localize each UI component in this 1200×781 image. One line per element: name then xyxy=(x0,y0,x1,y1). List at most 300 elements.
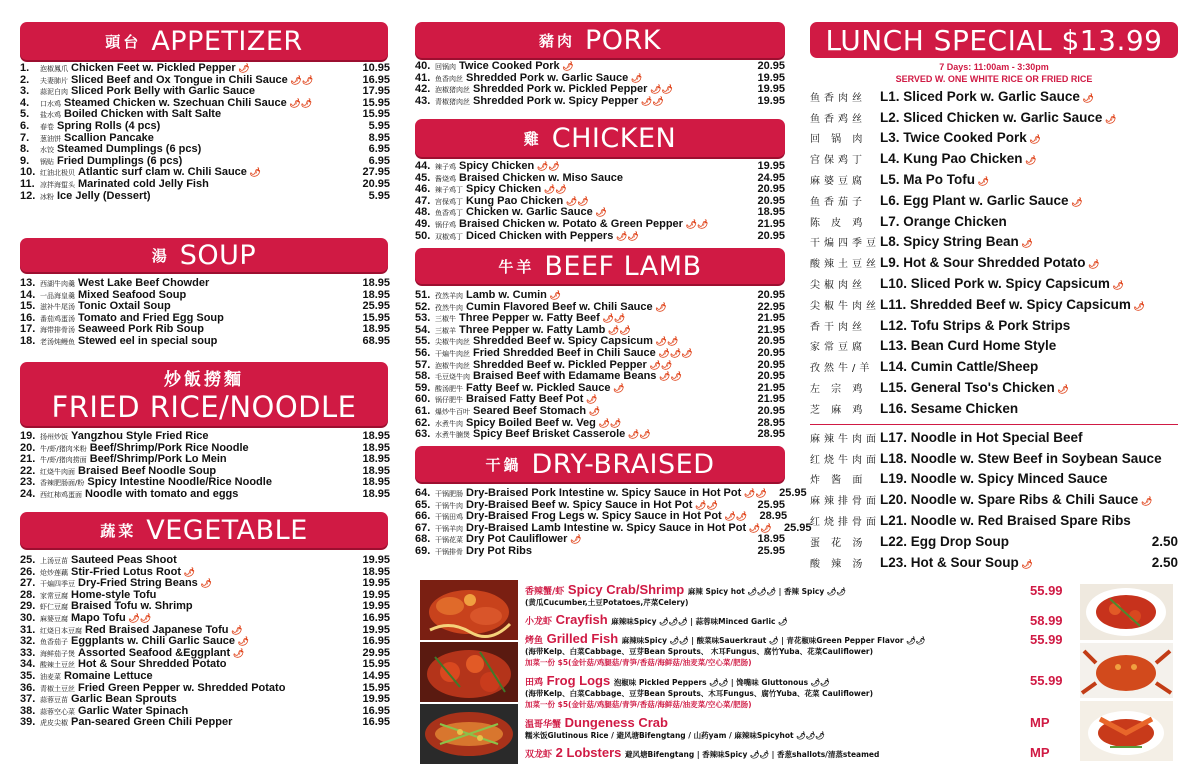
pork-title: PORK xyxy=(585,24,661,56)
special-tag: 泡椒味 Pickled Peppers 🌶🌶 | 馋嘴味 Gluttonous 🌶🌶 xyxy=(613,678,830,687)
item-price: 15.95 xyxy=(362,681,390,694)
special-price: 55.99 xyxy=(1030,583,1063,598)
item-cn-name: 辣子鸡 xyxy=(435,163,456,171)
chili-pepper-icon: 🌶 xyxy=(1026,134,1041,145)
item-price: 18.95 xyxy=(362,323,390,336)
item-en-name: Fried Dumplings (6 pcs) xyxy=(57,154,183,167)
item-number: 55. xyxy=(415,335,431,348)
item-number: 64. xyxy=(415,487,431,499)
lunch-en-name: L23. Hot & Sour Soup xyxy=(880,554,1019,570)
special-grilled-fish xyxy=(525,631,1065,668)
item-cn-name: 毛豆烧牛肉 xyxy=(435,373,470,382)
vegetable-banner xyxy=(20,512,388,548)
item-cn-name: 油麦菜 xyxy=(40,672,61,681)
item-en-name: Stir-Fried Lotus Root xyxy=(71,565,181,578)
item-en-name: Assorted Seafood &Eggplant xyxy=(78,646,231,659)
item-name xyxy=(40,717,350,730)
item-en-name: Beef/Shrimp/Pork Lo Mein xyxy=(89,453,227,466)
item-price: 20.95 xyxy=(757,194,785,207)
item-price: 21.95 xyxy=(757,323,785,336)
chili-pepper-icon: 🌶🌶 xyxy=(638,95,664,106)
chili-pepper-icon: 🌶 xyxy=(197,578,212,589)
lobster-photo xyxy=(1080,701,1173,761)
item-number: 1. xyxy=(20,62,30,74)
item-number: 28. xyxy=(20,588,36,601)
item-cn-name: 水饺 xyxy=(40,146,54,155)
item-cn-name: 冰粉 xyxy=(40,192,54,201)
lunch-item xyxy=(810,377,1178,398)
menu-item xyxy=(20,489,390,501)
special-price: 58.99 xyxy=(1030,613,1063,628)
item-number: 32. xyxy=(20,635,36,648)
chili-pepper-icon: 🌶 xyxy=(652,301,667,312)
lunch-en-name: L5. Ma Po Tofu xyxy=(880,172,975,188)
lunch-en-name: L11. Shredded Beef w. Spicy Capsicum xyxy=(880,296,1131,312)
lunch-cn-name: 红烧排骨面 xyxy=(810,517,880,529)
item-cn-name: 凉拌海蜇头 xyxy=(40,180,75,189)
item-price: 20.95 xyxy=(757,229,785,242)
item-en-name: Dry-Fried String Beans xyxy=(78,577,198,590)
lunch-item xyxy=(810,273,1178,294)
item-cn-name: 双椒鸡丁 xyxy=(435,232,463,241)
item-en-name: Spicy Chicken xyxy=(459,160,535,172)
lunch-name xyxy=(880,151,1138,166)
lunch-item xyxy=(810,336,1178,357)
special-price: MP xyxy=(1030,715,1050,730)
lunch-cn-name: 香干肉丝 xyxy=(810,321,866,333)
item-number: 8. xyxy=(20,143,30,156)
chicken-list xyxy=(415,161,785,242)
special-cn: 小龙虾 xyxy=(525,617,553,627)
item-price: 21.95 xyxy=(757,393,785,406)
lunch-en-name: L16. Sesame Chicken xyxy=(880,400,1019,416)
item-cn-name: 干锅肥肠 xyxy=(435,490,463,498)
lunch-name xyxy=(880,89,1138,104)
item-number: 7. xyxy=(20,131,30,144)
item-price: 8.95 xyxy=(368,131,390,144)
item-en-name: Tonic Oxtail Soup xyxy=(78,300,171,313)
lunch-item xyxy=(810,531,1178,552)
chili-pepper-icon: 🌶🌶 xyxy=(721,511,748,522)
vegetable-list xyxy=(20,555,390,729)
item-number: 43. xyxy=(415,94,431,107)
item-en-name: Atlantic surf clam w. Chili Sauce xyxy=(78,166,247,179)
item-en-name: Spicy Intestine Noodle/Rice Noodle xyxy=(87,476,272,489)
item-cn-name: 虎皮尖椒 xyxy=(40,719,68,728)
item-price: 15.95 xyxy=(362,108,390,121)
item-en-name: Three Pepper w. Fatty Lamb xyxy=(459,323,606,336)
lunch-cn-name: 尖椒牛肉丝 xyxy=(810,300,880,312)
item-en-name: Dry-Braised Pork Intestine w. Spicy Sauce in Hot Pot xyxy=(466,487,742,499)
item-en-name: Red Braised Japanese Tofu xyxy=(85,623,229,636)
dry-braised-banner xyxy=(415,446,785,482)
item-en-name: Sliced Beef and Ox Tongue in Chili Sauce xyxy=(71,73,288,86)
lunch-en-name: L20. Noodle w. Spare Ribs & Chili Sauce xyxy=(880,492,1139,508)
lunch-en-name: L13. Bean Curd Home Style xyxy=(880,338,1057,354)
lunch-name xyxy=(880,492,1152,507)
item-price: 19.95 xyxy=(757,83,785,96)
item-number: 16. xyxy=(20,311,36,324)
special-cn: 温哥华蟹 xyxy=(525,720,562,730)
lunch-name xyxy=(880,401,1138,416)
lunch-en-name: L2. Sliced Chicken w. Garlic Sauce xyxy=(880,109,1103,125)
item-cn-name: 回锅肉 xyxy=(435,63,456,71)
item-cn-name: 酱烧鸡 xyxy=(435,174,456,183)
item-number: 3. xyxy=(20,85,30,98)
item-en-name: Dry-Braised Frog Legs w. Spicy Sauce in Hot Pot xyxy=(466,510,722,523)
item-en-name: Marinated cold Jelly Fish xyxy=(78,177,209,190)
item-number: 48. xyxy=(415,206,431,219)
item-en-name: Seared Beef Stomach xyxy=(473,404,587,417)
chili-pepper-icon: 🌶 xyxy=(546,290,561,300)
beef-lamb-banner xyxy=(415,248,785,284)
item-en-name: Beef/Shrimp/Pork Rice Noodle xyxy=(89,441,249,454)
chili-pepper-icon: 🌶🌶 xyxy=(541,184,567,195)
item-cn-name: 蒜蓉豆苗 xyxy=(40,696,68,705)
item-number: 31. xyxy=(20,623,36,636)
lunch-en-name: L7. Orange Chicken xyxy=(880,213,1007,229)
chili-pepper-icon: 🌶🌶 xyxy=(746,522,772,533)
item-number: 56. xyxy=(415,346,431,359)
item-number: 13. xyxy=(20,277,36,289)
item-number: 49. xyxy=(415,217,431,230)
item-number: 38. xyxy=(20,704,36,717)
item-price: 28.95 xyxy=(757,428,785,441)
spicy-crab-photo xyxy=(420,580,518,640)
chili-pepper-icon: 🌶 xyxy=(1109,280,1124,291)
item-cn-name: 锅仔鸡 xyxy=(435,220,456,229)
item-en-name: West Lake Beef Chowder xyxy=(78,277,210,289)
appetizer-title: APPETIZER xyxy=(151,25,303,57)
item-cn-name: 干煸牛肉丝 xyxy=(435,349,470,358)
lunch-en-name: L6. Egg Plant w. Garlic Sauce xyxy=(880,192,1069,208)
lunch-name xyxy=(880,130,1138,145)
lunch-cn-name: 麻辣牛肉面 xyxy=(810,433,880,445)
item-en-name: Mapo Tofu xyxy=(71,611,126,624)
item-cn-name: 锅仔肥牛 xyxy=(435,396,463,405)
item-en-name: Tomato and Fried Egg Soup xyxy=(78,311,224,324)
lunch-name xyxy=(880,555,1138,570)
chili-pepper-icon: 🌶🌶 xyxy=(647,84,673,95)
lunch-cn-name: 宫保鸡丁 xyxy=(810,155,866,167)
lunch-name xyxy=(880,234,1138,249)
item-price: 19.95 xyxy=(362,577,390,590)
item-cn-name: 宫保鸡丁 xyxy=(435,197,463,206)
item-en-name: Scallion Pancake xyxy=(64,131,154,144)
item-price: 18.95 xyxy=(362,565,390,578)
item-en-name: Braised Tofu w. Shrimp xyxy=(71,600,193,613)
lunch-cn-name: 回 锅 肉 xyxy=(810,134,867,146)
item-price: 21.95 xyxy=(757,312,785,325)
fried-rice-list xyxy=(20,431,390,501)
special-crayfish xyxy=(525,612,1065,627)
fried-rice-banner xyxy=(20,362,388,426)
item-price: 28.95 xyxy=(759,510,788,523)
item-en-name: Braised Beef with Edamame Beans xyxy=(473,370,657,383)
special-price: MP xyxy=(1030,745,1050,760)
item-price: 20.95 xyxy=(757,358,785,371)
lunch-cn-name: 鱼香茄子 xyxy=(810,196,866,208)
item-cn-name: 尖椒牛肉丝 xyxy=(435,338,470,347)
item-en-name: Shredded Pork w. Pickled Pepper xyxy=(473,83,648,96)
lunch-name xyxy=(880,338,1138,353)
lunch-cn-name: 酸 辣 汤 xyxy=(810,558,867,570)
item-en-name: Sauteed Peas Shoot xyxy=(71,554,177,566)
item-price: 19.95 xyxy=(757,160,785,172)
item-price: 25.95 xyxy=(783,521,812,534)
item-en-name: Spring Rolls (4 pcs) xyxy=(57,119,161,132)
special-spicy-crab xyxy=(525,582,1065,608)
item-cn-name: 泡椒鳳爪 xyxy=(40,65,68,73)
item-en-name: Dry-Braised Lamb Intestine w. Spicy Sauce in Hot Pot xyxy=(466,521,747,534)
lunch-item xyxy=(810,356,1178,377)
lunch-item xyxy=(810,232,1178,253)
item-en-name: Steamed Chicken w. Szechuan Chili Sauce xyxy=(64,96,287,109)
item-price: 20.95 xyxy=(757,183,785,196)
item-price: 25.95 xyxy=(757,498,785,511)
item-en-name: Stewed eel in special soup xyxy=(78,334,218,347)
item-number: 65. xyxy=(415,498,431,511)
pork-cn-title: 豬肉 xyxy=(538,31,575,50)
chili-pepper-icon: 🌶 xyxy=(181,566,195,577)
chili-pepper-icon: 🌶 xyxy=(1138,496,1153,507)
lunch-item xyxy=(810,148,1178,169)
fried-rice-title: FRIED RICE/NOODLE xyxy=(51,389,357,424)
lunch-item xyxy=(810,107,1178,128)
lunch-item xyxy=(810,552,1178,573)
item-en-name: Steamed Dumplings (6 pcs) xyxy=(57,143,202,156)
lunch-cn-name: 陈 皮 鸡 xyxy=(810,217,867,229)
item-en-name: Ice Jelly (Dessert) xyxy=(57,189,151,202)
item-number: 58. xyxy=(415,370,431,383)
special-tag: 麻辣味Spicy 🌶🌶🌶 | 蒜蓉味Minced Garlic 🌶 xyxy=(611,617,788,626)
chicken-banner xyxy=(415,119,785,157)
lunch-list xyxy=(810,86,1178,419)
lunch-served: SERVED W. ONE WHITE RICE OR FRIED RICE xyxy=(895,74,1093,84)
menu-item xyxy=(20,290,390,302)
chili-pepper-icon: 🌶 xyxy=(1085,259,1100,270)
item-cn-name: 上汤豆苗 xyxy=(40,557,68,565)
chili-pepper-icon: 🌶🌶 xyxy=(595,417,622,428)
item-cn-name: 辣子鸡丁 xyxy=(435,186,463,195)
chili-pepper-icon: 🌶 xyxy=(1018,238,1033,249)
chili-pepper-icon: 🌶 xyxy=(1068,196,1083,207)
item-price: 20.95 xyxy=(757,404,785,417)
appetizer-banner xyxy=(20,22,388,60)
soup-list xyxy=(20,278,390,348)
item-en-name: Diced Chicken with Peppers xyxy=(466,229,614,242)
item-name xyxy=(40,489,350,502)
item-number: 26. xyxy=(20,565,36,578)
item-number: 2. xyxy=(20,73,30,86)
lunch-item xyxy=(810,427,1178,448)
lunch-name xyxy=(880,513,1138,528)
item-price: 28.95 xyxy=(757,416,785,429)
chili-pepper-icon: 🌶 xyxy=(610,382,625,393)
item-en-name: Twice Cooked Pork xyxy=(459,60,560,72)
item-number: 5. xyxy=(20,108,30,121)
crab-photo xyxy=(1080,643,1173,698)
lunch-item xyxy=(810,169,1178,190)
dry-braised-title: DRY-BRAISED xyxy=(531,448,715,480)
item-number: 9. xyxy=(20,154,30,167)
item-cn-name: 爆炒牛百叶 xyxy=(435,407,470,416)
item-price: 20.95 xyxy=(757,346,785,359)
item-price: 14.95 xyxy=(362,669,390,682)
item-name xyxy=(40,191,350,204)
lunch-name xyxy=(880,430,1138,445)
item-price: 18.95 xyxy=(362,487,390,500)
special-note: 糯米饭Glutinous Rice / 避风塘Bifengtang / 山药yam / 麻辣味Spicyhot 🌶🌶🌶 xyxy=(525,731,825,740)
item-en-name: Spicy Boiled Beef w. Veg xyxy=(466,416,596,429)
special-note: (黄瓜Cucumber,土豆Potatoes,芹菜Celery) xyxy=(525,598,689,607)
lunch-name xyxy=(880,172,1138,187)
item-number: 51. xyxy=(415,289,431,301)
appetizer-list xyxy=(20,63,390,202)
item-cn-name: 鱼香茄子 xyxy=(40,638,68,647)
lunch-name xyxy=(880,214,1138,229)
chili-pepper-icon: 🌶 xyxy=(592,207,607,218)
special-en: Dungeness Crab xyxy=(564,715,668,730)
item-price: 18.95 xyxy=(757,533,785,546)
item-cn-name: 干煸四季豆 xyxy=(40,580,75,589)
item-number: 14. xyxy=(20,288,36,301)
special-dungeness-crab xyxy=(525,715,1065,741)
item-cn-name: 鱼香肉丝 xyxy=(435,74,463,83)
item-price: 16.95 xyxy=(362,635,390,648)
item-cn-name: 蒜泥白肉 xyxy=(40,88,68,97)
item-cn-name: 炝炒莲藕 xyxy=(40,568,68,577)
lunch-cn-name: 干煸四季豆 xyxy=(810,238,880,250)
item-price: 17.95 xyxy=(362,85,390,98)
item-number: 4. xyxy=(20,96,30,109)
item-number: 46. xyxy=(415,183,431,196)
chili-pepper-icon: 🌶 xyxy=(628,72,643,83)
item-number: 60. xyxy=(415,393,431,406)
special-cn: 双龙虾 xyxy=(525,750,553,760)
item-number: 41. xyxy=(415,71,431,84)
chili-pepper-icon: 🌶🌶 xyxy=(125,612,152,623)
chili-pepper-icon: 🌶🌶 xyxy=(563,195,589,206)
chili-pepper-icon: 🌶 xyxy=(1054,384,1069,395)
item-number: 33. xyxy=(20,646,36,659)
item-en-name: Braised Chicken w. Miso Sauce xyxy=(459,171,624,184)
item-cn-name: 春卷 xyxy=(40,122,54,131)
beef-lamb-title: BEEF LAMB xyxy=(544,250,702,282)
lunch-name xyxy=(880,110,1138,125)
lunch-name xyxy=(880,297,1145,312)
chili-pepper-icon: 🌶 xyxy=(1022,155,1037,166)
item-en-name: Spicy Chicken xyxy=(466,183,542,196)
item-en-name: Dry Pot Cauliflower xyxy=(466,533,568,546)
lunch-name xyxy=(880,359,1138,374)
item-cn-name: 老汤炖鳗鱼 xyxy=(40,337,75,346)
menu-item xyxy=(20,336,390,348)
item-en-name: Braised Beef Noodle Soup xyxy=(78,464,217,477)
menu-item xyxy=(20,191,390,203)
special-tag: 避风塘Bifengtang | 香辣味Spicy 🌶🌶 | 香葱shallots/清蒸steamed xyxy=(625,750,880,759)
menu-item xyxy=(415,394,785,406)
chili-pepper-icon: 🌶 xyxy=(1102,113,1117,124)
item-price: 15.95 xyxy=(362,658,390,671)
lunch-item xyxy=(810,252,1178,273)
item-number: 12. xyxy=(20,189,36,202)
pork-list xyxy=(415,61,785,107)
item-en-name: Dry Pot Ribs xyxy=(466,544,533,557)
item-number: 27. xyxy=(20,577,36,590)
item-price: 22.95 xyxy=(757,300,785,313)
special-en: Grilled Fish xyxy=(546,631,619,646)
item-price: 24.95 xyxy=(757,171,785,184)
special-price: 55.99 xyxy=(1030,632,1063,647)
item-number: 29. xyxy=(20,600,36,613)
item-price: 25.95 xyxy=(362,300,390,313)
chili-pepper-icon: 🌶🌶 xyxy=(682,218,709,229)
item-cn-name: 西红柿鸡蛋面 xyxy=(40,490,82,499)
item-number: 45. xyxy=(415,171,431,184)
item-price: 25.95 xyxy=(757,544,785,557)
special-note: (海带Kelp、白菜Cabbage、豆芽Bean Sprouts、 木耳Fungus、腐竹Yuba、花菜Cauliflower) xyxy=(525,647,874,656)
item-number: 63. xyxy=(415,428,431,441)
item-name xyxy=(435,546,745,559)
lunch-item xyxy=(810,86,1178,107)
item-number: 17. xyxy=(20,323,36,336)
lunch-cn-name: 红烧牛肉面 xyxy=(810,454,880,466)
item-name xyxy=(435,96,745,109)
item-number: 30. xyxy=(20,611,36,624)
special-tag: 麻辣味Spicy 🌶🌶 | 酸菜味Sauerkraut 🌶 | 青花椒味Green Pepper Flavor 🌶🌶 xyxy=(621,636,926,645)
item-price: 18.95 xyxy=(362,277,390,289)
item-price: 18.95 xyxy=(362,453,390,466)
item-price: 6.95 xyxy=(368,143,390,156)
item-cn-name: 扬州炒饭 xyxy=(40,433,68,441)
item-number: 61. xyxy=(415,404,431,417)
menu-item xyxy=(415,546,785,558)
menu-item xyxy=(20,717,390,729)
special-price: 55.99 xyxy=(1030,673,1063,688)
item-price: 16.95 xyxy=(362,716,390,729)
item-cn-name: 三椒牛 xyxy=(435,315,456,324)
item-number: 67. xyxy=(415,521,431,534)
lunch-en-name: L15. General Tso's Chicken xyxy=(880,380,1055,396)
lunch-cn-name: 鱼香鸡丝 xyxy=(810,113,866,125)
item-en-name: Pan-seared Green Chili Pepper xyxy=(71,716,233,729)
item-cn-name: 滋补牛尾汤 xyxy=(40,303,75,312)
chili-pepper-icon: 🌶🌶 xyxy=(286,97,313,108)
item-en-name: Shredded Pork w. Spicy Pepper xyxy=(473,94,639,107)
chili-pepper-icon: 🌶🌶🌶 xyxy=(655,347,693,358)
item-price: 16.95 xyxy=(362,73,390,86)
item-price: 5.95 xyxy=(368,189,390,202)
special-en: Crayfish xyxy=(555,612,608,627)
lunch-en-name: L1. Sliced Pork w. Garlic Sauce xyxy=(880,88,1080,104)
item-price: 19.95 xyxy=(362,623,390,636)
menu-item xyxy=(20,278,390,290)
item-number: 36. xyxy=(20,681,36,694)
special-lobsters xyxy=(525,745,1065,760)
item-cn-name: 水煮牛腩煲 xyxy=(435,431,470,440)
item-number: 53. xyxy=(415,312,431,325)
lunch-item xyxy=(810,294,1178,315)
item-cn-name: 酸辣土豆丝 xyxy=(40,661,75,670)
item-number: 52. xyxy=(415,300,431,313)
chili-pepper-icon: 🌶 xyxy=(559,61,574,71)
chili-pepper-icon: 🌶🌶 xyxy=(599,313,626,324)
item-cn-name: 干锅田鸡 xyxy=(435,513,463,522)
vegetable-title: VEGETABLE xyxy=(146,514,308,546)
item-en-name: Spicy Beef Brisket Casserole xyxy=(473,428,626,441)
chili-pepper-icon: 🌶 xyxy=(228,624,243,635)
